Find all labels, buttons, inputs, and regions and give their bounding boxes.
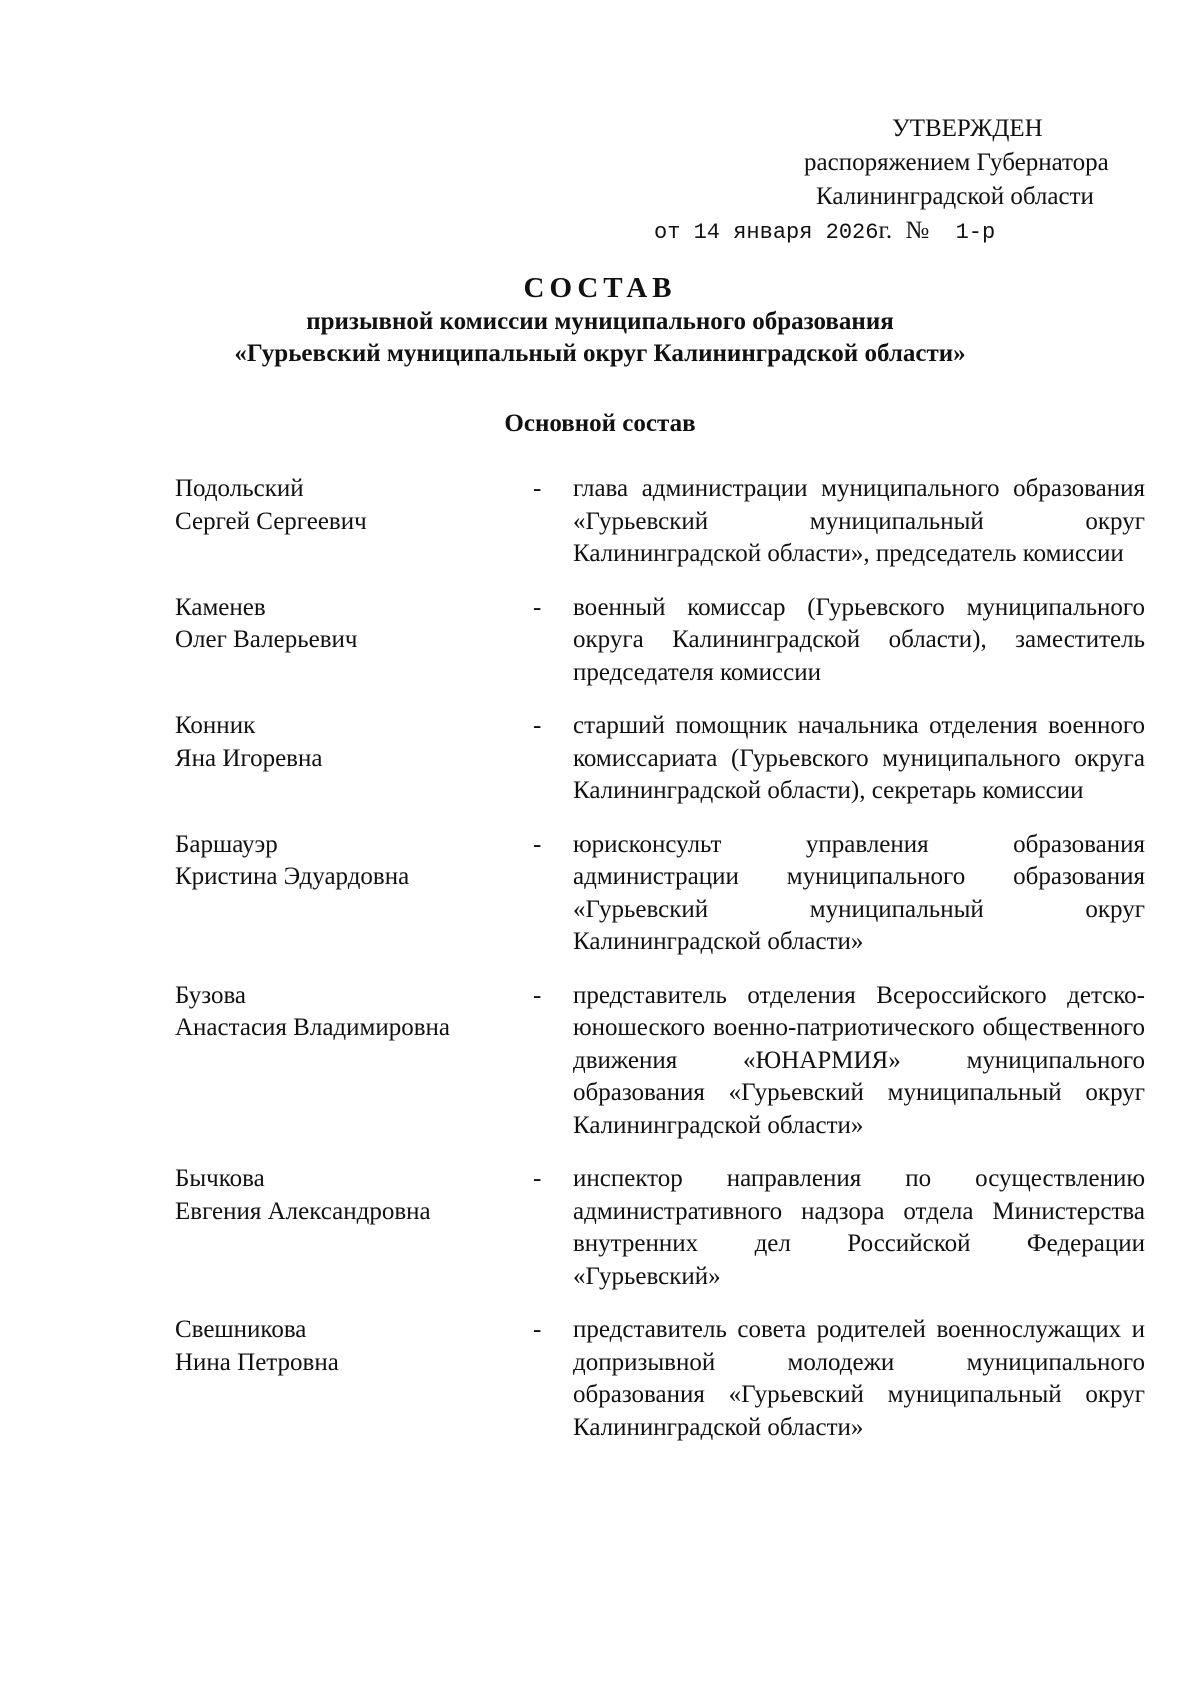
member-dash: - — [533, 830, 542, 858]
member-row — [175, 829, 1150, 959]
date-year-suffix: г. — [878, 217, 893, 244]
member-description: представитель совета родителей военнослужащих и допризывной молодежи муниципального образования «Гурьевский муниципальный округ Калининградской области» — [573, 1316, 1145, 1441]
member-surname: Баршауэр — [175, 830, 278, 858]
approval-title: УТВЕРЖДЕН — [892, 115, 1043, 142]
member-given-names: Кристина Эдуардовна — [175, 863, 410, 890]
member-dash: - — [533, 981, 542, 1009]
member-name — [175, 592, 533, 690]
member-given-names: Яна Игоревна — [175, 744, 323, 772]
member-given-names: Олег Валерьевич — [175, 626, 358, 653]
section-title: Основной состав — [504, 410, 696, 437]
member-surname: Бычкова — [175, 1165, 265, 1192]
member-row — [175, 980, 1150, 1143]
member-dash: - — [533, 593, 542, 621]
member-row — [175, 473, 1150, 571]
document-heading — [0, 270, 1200, 370]
member-given-names: Евгения Александровна — [175, 1197, 431, 1225]
member-dash: - — [533, 1316, 542, 1343]
member-dash: - — [533, 1165, 542, 1192]
approval-authority: распоряжением Губернатора — [804, 149, 1109, 176]
member-given-names: Нина Петровна — [175, 1348, 339, 1376]
member-surname: Каменев — [175, 593, 266, 621]
order-number: 1-р — [955, 220, 996, 245]
member-row — [175, 1163, 1150, 1293]
member-given-names: Сергей Сергеевич — [175, 507, 367, 535]
member-row — [175, 1314, 1150, 1444]
member-description: старший помощник начальника отделения военного комиссариата (Гурьевского муниципального округа Калининградской области), секретарь комиссии — [573, 712, 1145, 804]
approval-date-line — [654, 214, 1160, 250]
member-description: военный комиссар (Гурьевского муниципального округа Калининградской области), заместитель председателя комиссии — [573, 593, 1145, 686]
member-name — [175, 980, 533, 1143]
date-value: 14 января 2026 — [693, 220, 879, 245]
document-subtitle-line1: призывной комиссии муниципального образования — [306, 308, 894, 335]
member-description: глава администрации муниципального образования «Гурьевский муниципальный округ Калининградской области», председатель комиссии — [573, 475, 1145, 567]
member-name — [175, 710, 533, 808]
number-sign: № — [905, 217, 930, 244]
member-dash: - — [533, 712, 542, 739]
member-name — [175, 829, 533, 959]
document-title: СОСТАВ — [523, 272, 677, 304]
member-description: юрисконсульт управления образования администрации муниципального образования «Гурьевский муниципальный округ Калининградской области» — [573, 830, 1145, 955]
approval-stamp — [654, 112, 1160, 250]
member-surname: Бузова — [175, 981, 247, 1009]
member-row — [175, 710, 1150, 808]
member-name — [175, 1314, 533, 1444]
member-surname: Свешникова — [175, 1316, 307, 1343]
member-row — [175, 592, 1150, 690]
member-dash: - — [533, 475, 542, 502]
approval-region: Калининградской области — [816, 183, 1094, 210]
member-name — [175, 473, 533, 571]
members-list — [175, 473, 1150, 1465]
member-name — [175, 1163, 533, 1293]
member-description: инспектор направления по осуществлению административного надзора отдела Министерства внутренних дел Российской Федерации «Гурьевский» — [573, 1165, 1145, 1290]
member-description: представитель отделения Всероссийского детско-юношеского военно-патриотического общественного движения «ЮНАРМИЯ» муниципального образования «Гурьевский муниципальный округ Калининградской области» — [573, 981, 1145, 1139]
member-surname: Конник — [175, 712, 256, 739]
member-surname: Подольский — [175, 475, 304, 502]
document-subtitle-line2: «Гурьевский муниципальный округ Калининградской области» — [234, 340, 966, 367]
date-prefix: от — [654, 220, 681, 245]
member-given-names: Анастасия Владимировна — [175, 1014, 450, 1041]
